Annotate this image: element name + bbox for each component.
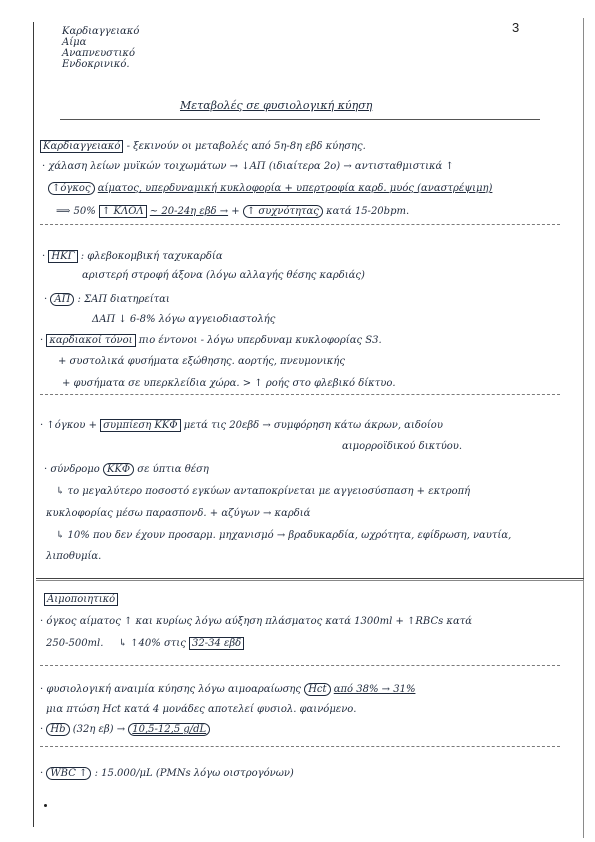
section-divider: [36, 580, 584, 581]
volume-line-2: αιμορροϊδικού δικτύου.: [342, 441, 463, 452]
syndrome-line-2: ↳ το μεγαλύτερο ποσοστό εγκύων ανταποκρίνεται με αγγειοσύσπαση + εκτροπή: [56, 486, 471, 497]
ecg-line-2: αριστερή στροφή άξονα (λόγω αλλαγής θέσης καρδιάς): [82, 270, 365, 281]
wbc-circle: WBC ↑: [46, 767, 91, 780]
volume-text-a: · ↑όγκου +: [40, 420, 101, 431]
hct-range: από 38% → 31%: [333, 684, 416, 695]
bp-line-2: ΔΑΠ ↓ 6-8% λόγω αγγειοδιαστολής: [92, 314, 276, 325]
sounds-text-1: πιο έντονοι - λόγω υπερδυναμ κυκλοφορίας S3.: [138, 335, 382, 346]
bullet: ·: [40, 335, 44, 346]
blood-line-4: μια πτώση Hct κατά 4 μονάδες αποτελεί φυσιολ. φαινόμενο.: [46, 704, 357, 715]
bullet: ·: [42, 251, 46, 262]
hb-week: (32η εβ) →: [72, 724, 126, 735]
output-box: ↑ ΚΛΟΛ: [99, 205, 147, 218]
wbc-text: : 15.000/μL (PMNs λόγω οιστρογόνων): [94, 768, 294, 779]
hb-range: 10,5-12,5 g/dL: [128, 723, 210, 736]
compression-box: συμπίεση ΚΚΦ: [100, 419, 180, 432]
bullet: ·: [40, 724, 44, 735]
section-divider: [36, 578, 584, 579]
sounds-line-2: + συστολικά φυσήματα εξώθησης. αορτής, πνευμονικής: [58, 356, 345, 367]
ivc-circle: ΚΚΦ: [103, 463, 134, 476]
page-heading: Μεταβολές σε φυσιολογική κύηση: [180, 99, 373, 112]
cardio-line-3: [48, 183, 492, 195]
cardio-line-2: · χάλαση λείων μυϊκών τοιχωμάτων → ↓ΑΠ (ιδιαίτερα 2ο) → αντισταθμιστικά ↑: [42, 161, 454, 172]
blood-line-6: [40, 768, 294, 780]
bp-text-1: : ΣΑΠ διατηρείται: [77, 294, 170, 305]
section-dash: [40, 394, 560, 396]
section-dash: [40, 746, 560, 748]
volume-line-1: [40, 420, 443, 432]
sounds-line-3: + φυσήματα σε υπερκλείδια χώρα. > ↑ ροής στο φλεβικό δίκτυο.: [62, 378, 396, 389]
topic-item: Αίμα: [62, 37, 87, 48]
section-dash: [40, 665, 560, 667]
cardio-rate: κατά 15-20bpm.: [326, 206, 410, 217]
syndrome-line-4: ↳ 10% που δεν έχουν προσαρμ. μηχανισμό → βραδυκαρδία, ωχρότητα, εφίδρωση, ναυτία,: [56, 530, 512, 541]
bullet: ·: [40, 768, 44, 779]
sounds-line-1: [40, 335, 382, 347]
ecg-box: ΗΚΓ: [48, 250, 77, 263]
blood-line-3: [40, 684, 415, 696]
volume-circle: ↑όγκος: [48, 182, 95, 195]
hb-circle: Hb: [46, 723, 69, 736]
heading-rule: [60, 119, 540, 120]
syndrome-line-1: [44, 464, 209, 476]
cardio-line-3-text: αίματος, υπερδυναμική κυκλοφορία + υπερτροφία καρδ. μυός (αναστρέψιμη): [97, 183, 493, 194]
syndrome-text-c: σε ύπτια θέση: [137, 464, 209, 475]
topic-item: Καρδιαγγειακό: [62, 26, 140, 37]
weeks-box: 32-34 εβδ: [189, 637, 244, 650]
bp-circle: ΑΠ: [50, 293, 74, 306]
margin-line: [33, 22, 34, 827]
blood-title-box: Αιμοποιητικό: [44, 593, 118, 606]
stray-dot: [44, 804, 47, 807]
blood-line-2: [46, 638, 244, 650]
cardio-title-box: Καρδιαγγειακό: [40, 140, 123, 153]
syndrome-line-5: λιποθυμία.: [46, 551, 102, 562]
ecg-text-1: : φλεβοκομβική ταχυκαρδία: [80, 251, 223, 262]
cardio-plus: +: [231, 206, 240, 217]
blood-line-2-text: 250-500ml.: [46, 638, 104, 649]
topic-item: Ενδοκρινικό.: [62, 59, 130, 70]
section-dash: [40, 224, 560, 226]
topic-item: Αναπνευστικό: [62, 48, 136, 59]
topic-list: [62, 26, 139, 70]
blood-title-line: [44, 594, 118, 606]
cardio-intro: - ξεκινούν οι μεταβολές από 5η-8η εβδ κύησης.: [126, 141, 366, 152]
syndrome-line-3: κυκλοφορίας μέσω παρασπονδ. + αζύγων → καρδιά: [46, 508, 311, 519]
cardio-line-1: [40, 141, 366, 153]
page-number: 3: [512, 20, 520, 35]
blood-line-1: · όγκος αίματος ↑ και κυρίως λόγω αύξηση πλάσματος κατά 1300ml + ↑RBCs κατά: [40, 616, 473, 627]
cardio-weeks: ~ 20-24η εβδ →: [149, 206, 229, 217]
rate-circle: ↑ συχνότητας: [243, 205, 323, 218]
blood-line-2-arrow: ↳ ↑40% στις: [118, 638, 186, 649]
bullet: ·: [44, 294, 48, 305]
bp-line-1: [44, 294, 170, 306]
anemia-text: · φυσιολογική αναιμία κύησης λόγω αιμοαραίωσης: [40, 684, 302, 695]
sounds-box: καρδιακοί τόνοι: [46, 334, 135, 347]
page-edge: [583, 18, 584, 838]
syndrome-text-a: · σύνδρομο: [44, 464, 100, 475]
cardio-percent: ⟹ 50%: [56, 206, 96, 217]
volume-text-c: μετά τις 20εβδ → συμφόρηση κάτω άκρων, αιδοίου: [183, 420, 443, 431]
cardio-line-4: [56, 206, 409, 218]
ecg-line-1: [42, 251, 223, 263]
hct-circle: Hct: [304, 683, 330, 696]
blood-line-5: [40, 724, 210, 736]
